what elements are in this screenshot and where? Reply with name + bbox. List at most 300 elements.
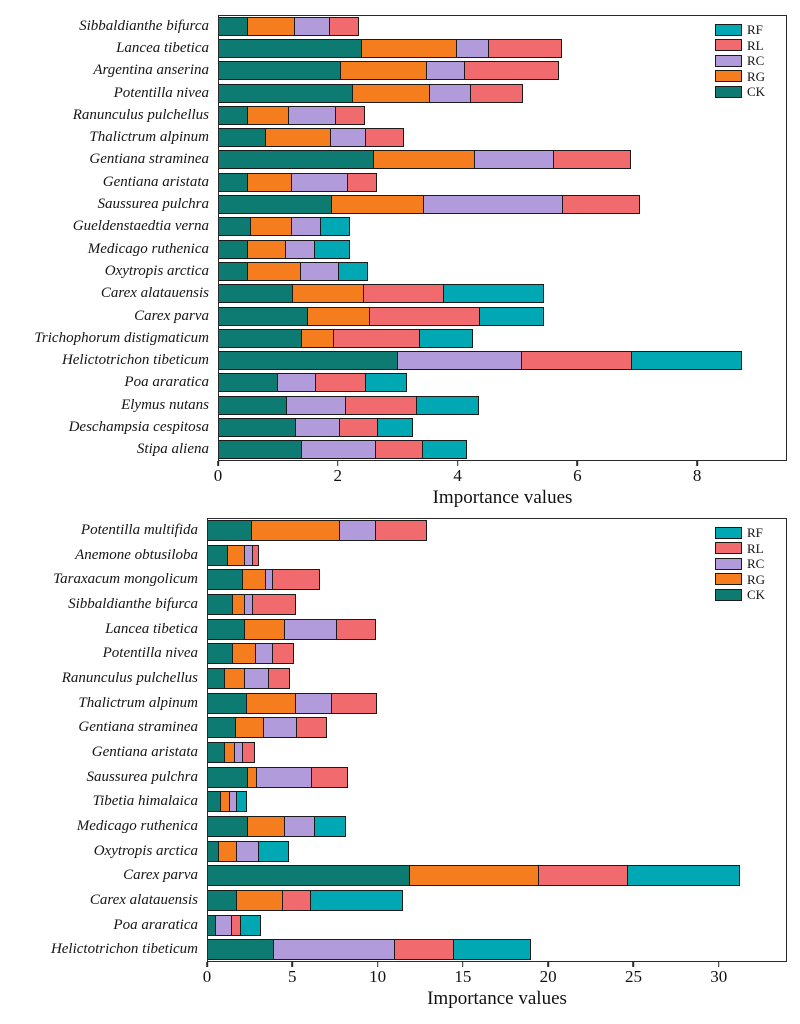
- species-label: Sibbaldianthe bifurca: [79, 17, 209, 34]
- bar-track: [218, 439, 787, 461]
- bar-row: [0, 394, 800, 416]
- bar-segment-ck: [207, 791, 221, 812]
- legend-swatch-icon: [715, 558, 742, 570]
- bar-segment-rc: [256, 767, 311, 788]
- bar-segment-ck: [218, 373, 278, 392]
- species-label: Ranunculus pulchellus: [72, 106, 209, 123]
- bar-segment-ck: [218, 39, 362, 58]
- bar-segment-rc: [397, 351, 523, 370]
- bar-track: [207, 937, 787, 962]
- bar-segment-rg: [292, 284, 364, 303]
- bar-track: [207, 540, 787, 571]
- bar-segment-rf: [314, 240, 350, 259]
- bar-row: [0, 82, 800, 104]
- bar-segment-ck: [218, 84, 353, 103]
- bar-row: [0, 216, 800, 238]
- bar-row: [0, 238, 800, 260]
- bar-segment-rf: [365, 373, 407, 392]
- tick-label: 0: [202, 967, 212, 986]
- bar-segment-rl: [375, 440, 423, 459]
- species-label: Medicago ruthenica: [76, 817, 198, 834]
- bar-segment-rf: [422, 440, 467, 459]
- bar-segment-rg: [247, 17, 295, 36]
- bar-segment-ck: [207, 594, 233, 615]
- bar-segment-rf: [377, 418, 413, 437]
- bar-track: [218, 216, 787, 238]
- bar-segment-rc: [288, 106, 336, 125]
- bar-segment-rc: [295, 693, 333, 714]
- species-label: Gueldenstaedtia verna: [72, 218, 209, 235]
- tick-label: 4: [453, 466, 462, 485]
- bar-segment-rl: [553, 150, 631, 169]
- bar-track: [218, 416, 787, 438]
- bar-segment-ck: [207, 619, 245, 640]
- bar-segment-rc: [286, 396, 346, 415]
- legend-entry-rg: [715, 573, 765, 586]
- bar-segment-ck: [207, 767, 248, 788]
- bar-segment-rc: [236, 841, 259, 862]
- species-label: Taraxacum mongolicum: [53, 571, 198, 588]
- bar-segment-ck: [218, 262, 248, 281]
- legend-label: CK: [747, 84, 766, 99]
- bar-segment-rl: [470, 84, 524, 103]
- legend-entry-rg: [715, 70, 765, 83]
- legend-entry-rc: [715, 557, 765, 570]
- bar-segment-rc: [215, 915, 231, 936]
- bar-row: [0, 592, 800, 617]
- tick-label: 8: [692, 466, 702, 485]
- species-label: Stipa aliena: [136, 441, 209, 458]
- bar-segment-rg: [251, 520, 340, 541]
- bar-segment-ck: [207, 643, 233, 664]
- legend-swatch-icon: [715, 86, 742, 98]
- bar-segment-ck: [218, 329, 302, 348]
- bar-track: [218, 171, 787, 193]
- bar-segment-rl: [488, 39, 563, 58]
- bar-track: [207, 789, 787, 814]
- bar-segment-rg: [242, 569, 266, 590]
- species-label: Saussurea pulchra: [86, 768, 198, 785]
- bar-segment-rc: [300, 262, 339, 281]
- species-label: Deschampsia cespitosa: [68, 418, 209, 435]
- bar-segment-rf: [453, 939, 531, 960]
- species-label: Argentina anserina: [93, 62, 209, 79]
- legend-swatch-icon: [715, 70, 742, 82]
- bar-segment-ck: [207, 569, 243, 590]
- legend-label: RF: [747, 525, 763, 540]
- bar-segment-ck: [207, 520, 252, 541]
- bar-segment-ck: [207, 693, 247, 714]
- bar-segment-rf: [310, 890, 403, 911]
- bar-segment-rf: [631, 351, 742, 370]
- bar-segment-rl: [311, 767, 349, 788]
- species-label: Thalictrum alpinum: [78, 694, 198, 711]
- legend-swatch-icon: [715, 542, 742, 554]
- bar-segment-rc: [426, 61, 465, 80]
- bar-segment-rg: [247, 240, 286, 259]
- bar-segment-rc: [277, 373, 316, 392]
- legend-entry-rf: [715, 23, 765, 36]
- bar-segment-rg: [250, 217, 292, 236]
- bar-segment-rl: [252, 594, 296, 615]
- species-label: Lancea tibetica: [116, 39, 209, 56]
- bar-row: [0, 765, 800, 790]
- bar-segment-ck: [207, 890, 237, 911]
- bar-segment-ck: [218, 396, 287, 415]
- species-label: Anemone obtusiloba: [75, 546, 198, 563]
- bar-segment-rl: [347, 173, 377, 192]
- bar-segment-rl: [329, 17, 359, 36]
- bar-segment-rf: [416, 396, 479, 415]
- bar-row: [0, 666, 800, 691]
- bar-track: [207, 913, 787, 938]
- bar-track: [218, 349, 787, 371]
- bar-segment-rl: [315, 373, 366, 392]
- bar-segment-rg: [232, 594, 246, 615]
- bar-segment-ck: [218, 440, 302, 459]
- bar-segment-rc: [423, 195, 564, 214]
- bar-track: [218, 104, 787, 126]
- legend: [715, 23, 765, 98]
- legend-entry-ck: [715, 588, 765, 601]
- tick-label: 10: [369, 967, 387, 986]
- bar-segment-rl: [335, 106, 365, 125]
- bar-track: [207, 715, 787, 740]
- bar-segment-ck: [207, 545, 228, 566]
- bar-segment-rl: [394, 939, 454, 960]
- bar-row: [0, 617, 800, 642]
- tick-label: 5: [288, 967, 297, 986]
- bar-track: [207, 863, 787, 888]
- bar-row: [0, 839, 800, 864]
- species-label: Tibetia himalaica: [92, 793, 198, 810]
- bar-segment-rc: [456, 39, 489, 58]
- bar-segment-rl: [331, 693, 377, 714]
- bar-segment-ck: [207, 865, 410, 886]
- bar-segment-rl: [282, 890, 311, 911]
- bar-segment-rf: [479, 307, 545, 326]
- bar-segment-rg: [227, 545, 245, 566]
- species-label: Gentiana straminea: [89, 151, 209, 168]
- bar-track: [218, 149, 787, 171]
- bar-segment-rl: [562, 195, 640, 214]
- importance-values-chart-top: [0, 15, 800, 508]
- bar-segment-rg: [247, 173, 292, 192]
- bar-row: [0, 715, 800, 740]
- bar-segment-rg: [409, 865, 539, 886]
- bar-segment-ck: [218, 418, 296, 437]
- bar-segment-rg: [232, 643, 257, 664]
- bar-track: [207, 765, 787, 790]
- bar-segment-rl: [339, 418, 378, 437]
- bar-row: [0, 305, 800, 327]
- species-label: Saussurea pulchra: [97, 196, 209, 213]
- legend-entry-rf: [715, 526, 765, 539]
- bar-segment-rc: [244, 668, 269, 689]
- bar-segment-ck: [207, 816, 248, 837]
- species-label: Gentiana straminea: [78, 719, 198, 736]
- species-label: Gentiana aristata: [91, 743, 198, 760]
- tick-label: 15: [454, 967, 472, 986]
- bar-segment-rc: [284, 816, 315, 837]
- legend-swatch-icon: [715, 527, 742, 539]
- bar-segment-rl: [252, 545, 260, 566]
- bar-segment-ck: [218, 173, 248, 192]
- species-label: Helictotrichon tibeticum: [61, 352, 209, 369]
- bar-segment-rg: [247, 106, 289, 125]
- bar-row: [0, 283, 800, 305]
- species-label: Carex parva: [134, 307, 209, 324]
- bar-segment-rc: [301, 440, 376, 459]
- bar-segment-rg: [218, 841, 237, 862]
- species-label: Poa araratica: [124, 374, 209, 391]
- species-label: Potentilla nivea: [102, 645, 198, 662]
- bar-segment-rl: [333, 329, 420, 348]
- tick-label: 0: [213, 466, 223, 485]
- bar-segment-rc: [295, 418, 340, 437]
- species-label: Oxytropis arctica: [93, 842, 198, 859]
- bar-segment-rc: [339, 520, 376, 541]
- species-label: Poa araratica: [113, 916, 198, 933]
- bar-track: [218, 82, 787, 104]
- bar-segment-rf: [338, 262, 368, 281]
- bar-segment-ck: [218, 61, 341, 80]
- bar-segment-rl: [464, 61, 560, 80]
- bar-segment-rl: [272, 569, 320, 590]
- bar-segment-rf: [627, 865, 740, 886]
- bar-segment-rg: [331, 195, 424, 214]
- bar-row: [0, 260, 800, 282]
- species-label: Thalictrum alpinum: [89, 129, 209, 146]
- bar-segment-rf: [236, 791, 246, 812]
- bar-track: [218, 394, 787, 416]
- bar-segment-rf: [258, 841, 290, 862]
- bar-track: [218, 372, 787, 394]
- bar-track: [218, 327, 787, 349]
- bar-segment-rg: [224, 668, 245, 689]
- species-label: Elymus nutans: [121, 396, 209, 413]
- bar-segment-rf: [443, 284, 545, 303]
- bar-segment-rg: [352, 84, 430, 103]
- bar-segment-rc: [284, 619, 337, 640]
- bar-segment-rc: [429, 84, 471, 103]
- x-axis-label: Importance values: [427, 988, 567, 1009]
- bar-segment-rc: [273, 939, 396, 960]
- bar-row: [0, 691, 800, 716]
- legend-swatch-icon: [715, 589, 742, 601]
- bar-segment-rc: [263, 717, 297, 738]
- legend-entry-rl: [715, 542, 765, 555]
- species-label: Potentilla nivea: [113, 84, 209, 101]
- legend-label: RL: [747, 37, 764, 53]
- bar-segment-rg: [373, 150, 475, 169]
- bar-segment-rl: [272, 643, 294, 664]
- bar-segment-rf: [240, 915, 261, 936]
- bar-track: [218, 238, 787, 260]
- tick-label: 30: [710, 967, 728, 986]
- bar-row: [0, 372, 800, 394]
- species-label: Sibbaldianthe bifurca: [68, 595, 198, 612]
- legend-swatch-icon: [715, 55, 742, 67]
- bar-row: [0, 171, 800, 193]
- bar-segment-rc: [474, 150, 555, 169]
- bar-segment-ck: [218, 307, 308, 326]
- bar-segment-rl: [363, 284, 444, 303]
- bar-track: [207, 641, 787, 666]
- bar-track: [207, 617, 787, 642]
- bar-segment-ck: [207, 939, 274, 960]
- bar-segment-rc: [255, 643, 273, 664]
- x-axis-label: Importance values: [432, 487, 573, 508]
- legend-label: RG: [747, 68, 766, 84]
- bar-track: [207, 814, 787, 839]
- bar-track: [218, 193, 787, 215]
- species-label: Ranunculus pulchellus: [61, 669, 198, 686]
- bar-segment-rl: [296, 717, 327, 738]
- bar-segment-rc: [291, 173, 348, 192]
- bar-track: [207, 567, 787, 592]
- bar-row: [0, 789, 800, 814]
- species-label: Medicago ruthenica: [87, 240, 209, 257]
- bar-row: [0, 540, 800, 571]
- bar-segment-rf: [419, 329, 473, 348]
- species-label: Gentiana aristata: [102, 173, 209, 190]
- legend-label: CK: [747, 587, 766, 602]
- bar-row: [0, 567, 800, 592]
- tick-label: 2: [333, 466, 343, 485]
- tick-label: 6: [573, 466, 582, 485]
- bar-segment-ck: [218, 128, 266, 147]
- bar-track: [207, 691, 787, 716]
- legend-entry-rc: [715, 54, 765, 67]
- bar-rows: [0, 518, 800, 962]
- bar-segment-ck: [207, 742, 225, 763]
- bar-segment-rl: [268, 668, 290, 689]
- bar-segment-ck: [218, 217, 251, 236]
- bar-row: [0, 518, 800, 543]
- bar-segment-rl: [336, 619, 376, 640]
- legend-swatch-icon: [715, 573, 742, 585]
- legend-label: RL: [747, 540, 764, 556]
- bar-row: [0, 15, 800, 37]
- legend-label: RG: [747, 571, 766, 587]
- bar-segment-ck: [218, 17, 248, 36]
- bar-segment-ck: [218, 240, 248, 259]
- bar-segment-ck: [218, 195, 332, 214]
- bar-segment-rg: [244, 619, 286, 640]
- bar-segment-rg: [247, 262, 301, 281]
- bar-segment-ck: [207, 668, 225, 689]
- bar-segment-rg: [236, 890, 283, 911]
- bar-segment-rl: [369, 307, 480, 326]
- species-label: Carex alatauensis: [100, 285, 209, 302]
- bar-row: [0, 104, 800, 126]
- bar-row: [0, 60, 800, 82]
- importance-values-chart-bottom: [0, 518, 800, 1009]
- bar-segment-rl: [538, 865, 628, 886]
- legend-entry-ck: [715, 85, 765, 98]
- bar-row: [0, 193, 800, 215]
- species-label: Carex parva: [123, 867, 198, 884]
- bar-row: [0, 814, 800, 839]
- species-label: Potentilla multifida: [80, 521, 198, 538]
- bar-track: [207, 888, 787, 913]
- bar-row: [0, 37, 800, 59]
- species-label: Lancea tibetica: [105, 620, 198, 637]
- bar-track: [207, 740, 787, 765]
- tick-label: 20: [539, 967, 557, 986]
- bar-row: [0, 740, 800, 765]
- bar-row: [0, 913, 800, 938]
- bar-segment-ck: [218, 284, 293, 303]
- bar-segment-rf: [314, 816, 346, 837]
- bar-segment-ck: [207, 717, 236, 738]
- bar-segment-rl: [345, 396, 417, 415]
- bar-segment-rc: [294, 17, 330, 36]
- bar-track: [207, 518, 787, 543]
- bar-segment-rg: [247, 816, 285, 837]
- bar-row: [0, 349, 800, 371]
- bar-segment-rg: [361, 39, 457, 58]
- bar-segment-ck: [218, 351, 398, 370]
- bar-segment-rc: [291, 217, 321, 236]
- bar-row: [0, 888, 800, 913]
- bar-track: [207, 592, 787, 617]
- bar-row: [0, 641, 800, 666]
- bar-segment-rg: [246, 693, 295, 714]
- legend-swatch-icon: [715, 24, 742, 36]
- bar-rows: [0, 15, 800, 461]
- bar-track: [207, 666, 787, 691]
- bar-segment-rl: [375, 520, 428, 541]
- bar-track: [218, 305, 787, 327]
- bar-track: [218, 260, 787, 282]
- bar-segment-rc: [285, 240, 315, 259]
- bar-row: [0, 863, 800, 888]
- tick-label: 25: [624, 967, 642, 986]
- legend-swatch-icon: [715, 39, 742, 51]
- bar-segment-rc: [330, 128, 366, 147]
- bar-segment-rg: [307, 307, 370, 326]
- bar-track: [218, 126, 787, 148]
- bar-row: [0, 937, 800, 962]
- bar-segment-ck: [218, 150, 374, 169]
- bar-row: [0, 416, 800, 438]
- bar-segment-ck: [218, 106, 248, 125]
- bar-segment-rl: [242, 742, 256, 763]
- bar-row: [0, 126, 800, 148]
- species-label: Carex alatauensis: [89, 891, 198, 908]
- bar-segment-rl: [521, 351, 632, 370]
- bar-segment-rg: [265, 128, 331, 147]
- species-label: Trichophorum distigmaticum: [34, 329, 209, 346]
- legend-entry-rl: [715, 39, 765, 52]
- species-label: Helictotrichon tibeticum: [50, 941, 198, 958]
- bar-track: [207, 839, 787, 864]
- bar-segment-rl: [365, 128, 404, 147]
- bar-segment-rg: [235, 717, 264, 738]
- legend: [715, 526, 765, 601]
- bar-track: [218, 37, 787, 59]
- bar-track: [218, 60, 787, 82]
- bar-row: [0, 149, 800, 171]
- bar-track: [218, 283, 787, 305]
- bar-row: [0, 439, 800, 461]
- bar-segment-rg: [301, 329, 334, 348]
- legend-label: RF: [747, 22, 763, 37]
- bar-segment-rf: [320, 217, 350, 236]
- legend-label: RC: [747, 53, 765, 68]
